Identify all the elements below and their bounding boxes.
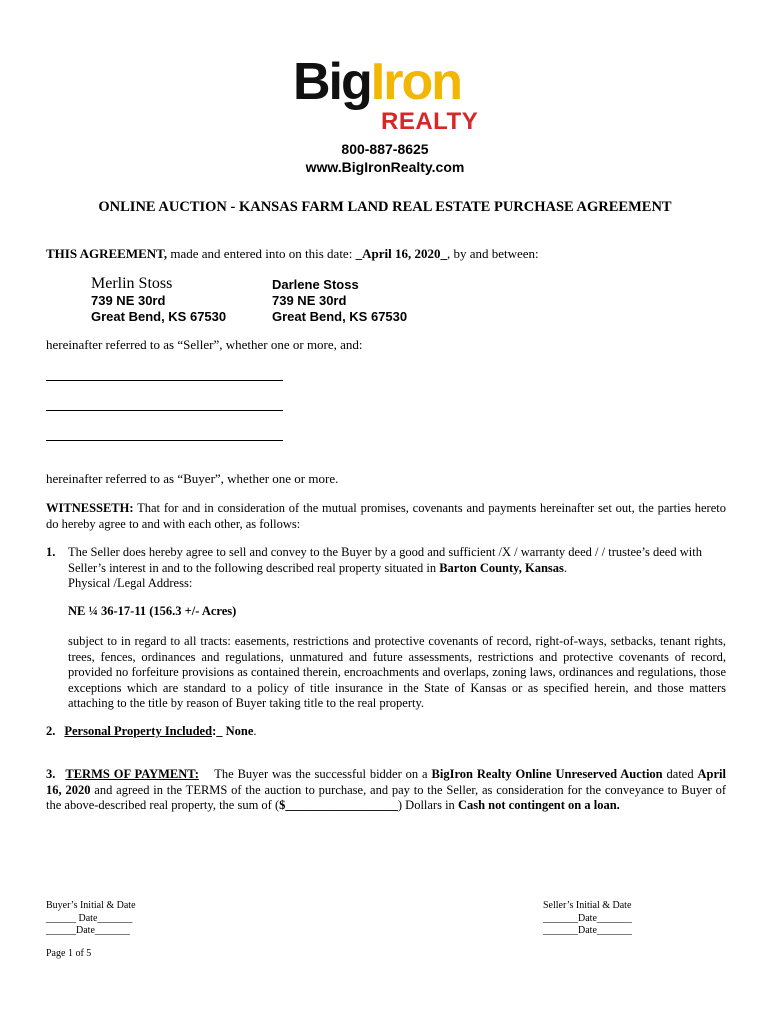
phone-number: 800-887-8625 <box>341 141 429 157</box>
seller-block-2 <box>272 277 407 324</box>
seller-initials-line-1[interactable]: _______Date_______ <box>543 912 632 924</box>
buyer-name-line-1[interactable] <box>46 380 283 381</box>
buyer-reference: hereinafter referred to as “Buyer”, whether one or more. <box>46 471 339 486</box>
seller-reference: hereinafter referred to as “Seller”, whether one or more, and: <box>46 337 363 352</box>
agreement-tail: , by and between: <box>446 246 539 261</box>
seller-initials-block <box>543 900 632 938</box>
section-1-line-2-end: . <box>563 560 568 575</box>
buyer-initials-line-1[interactable]: ______ Date_______ <box>46 912 133 924</box>
seller-street: 739 NE 30rd <box>272 293 347 308</box>
logo-word-big: Big <box>293 53 371 111</box>
seller-initials-line-2[interactable]: _______Date_______ <box>543 925 632 936</box>
payment-terms: Cash not contingent on a loan. <box>457 798 620 812</box>
section-3-paragraph <box>46 767 726 814</box>
witnesseth-paragraph <box>46 501 726 532</box>
logo-word-iron: Iron <box>370 53 461 111</box>
section-3-number: 3. <box>46 767 56 781</box>
section-1-line-1: The Seller does hereby agree to sell and convey to the Buyer by a good and sufficient /X / warranty deed / / trustee’s deed with <box>68 545 702 559</box>
agreement-date: _April 16, 2020_ <box>355 246 447 261</box>
website: www.BigIronRealty.com <box>305 159 465 175</box>
seller-name: Merlin Stoss <box>91 275 173 292</box>
logo-word-realty: REALTY <box>381 108 479 135</box>
subject-paragraph: subject to in regard to all tracts: easements, restrictions and protective covenants of record, right-of-ways, setbacks, tenant rights, trees, fences, ordinances and regulations, unmatured and future assessments, restrictions and protective covenants of record, provided no forfeiture provisions as contained therein, encroachments and overlaps, zoning laws, ordinances and regulations, those exceptions which are standard to a policy of title insurance in the State of Kansas or as specified herein, and those matters attaching to the title by reason of Buyer taking title to the real property. <box>68 634 726 710</box>
section-3-text-1: The Buyer was the successful bidder on a <box>198 767 432 781</box>
section-3-text-2: dated <box>662 767 698 781</box>
seller-city: Great Bend, KS 67530 <box>272 308 408 324</box>
auction-name: BigIron Realty Online Unreserved Auction <box>431 767 663 781</box>
section-3-text-4: ) Dollars in <box>397 798 458 812</box>
buyer-name-line-3[interactable] <box>46 440 283 441</box>
logo-wordmark <box>293 52 461 112</box>
witnesseth-text: That for and in consideration of the mutual promises, covenants and payments hereinafter set out, the parties hereto do hereby agree to and with each other, as follows: <box>46 501 726 531</box>
section-2-separator: :_ <box>212 724 223 738</box>
section-1-line-2 <box>68 561 728 577</box>
agreement-lead: THIS AGREEMENT, <box>46 246 168 261</box>
bigiron-realty-logo <box>293 53 483 136</box>
buyer-name-line-2[interactable] <box>46 410 283 411</box>
section-2-label: Personal Property Included <box>64 724 213 738</box>
section-1-number: 1. <box>46 545 56 559</box>
section-3-label: TERMS OF PAYMENT: <box>65 767 199 781</box>
agreement-line <box>46 246 736 262</box>
auction-date: April 16, 2020 <box>46 767 726 797</box>
legal-description: NE ¼ 36-17-11 (156.3 +/- Acres) <box>68 604 237 618</box>
section-3-text-3: and agreed in the TERMS of the auction to purchase, and pay to the Seller, as consideration for the conveyance to Buyer of the above-described real property, the sum of ( <box>46 782 727 812</box>
seller-block-1 <box>91 275 226 324</box>
buyer-initials-line-2[interactable]: ______Date_______ <box>46 925 130 936</box>
county-state: Barton County, Kansas <box>439 560 564 575</box>
seller-initials-label: Seller’s Initial & Date <box>543 900 632 911</box>
purchase-amount-blank: $__________________ <box>279 798 398 812</box>
section-2-value: None <box>222 724 254 738</box>
section-1-line-3: Physical /Legal Address: <box>68 576 193 590</box>
seller-city: Great Bend, KS 67530 <box>91 308 227 324</box>
buyer-initials-label: Buyer’s Initial & Date <box>46 900 136 911</box>
seller-street: 739 NE 30rd <box>91 293 166 308</box>
buyer-initials-block <box>46 900 136 938</box>
section-1-line-2-text: Seller’s interest in and to the following described real property situated in <box>68 560 440 575</box>
page-number: Page 1 of 5 <box>46 948 92 959</box>
section-2 <box>46 724 257 740</box>
section-1-body <box>68 545 728 592</box>
witnesseth-label: WITNESSETH: <box>46 501 134 515</box>
agreement-text: made and entered into on this date: <box>167 246 356 261</box>
section-2-number: 2. <box>46 724 56 738</box>
seller-name: Darlene Stoss <box>272 277 359 292</box>
document-title: ONLINE AUCTION - KANSAS FARM LAND REAL ESTATE PURCHASE AGREEMENT <box>98 199 672 215</box>
section-2-end: . <box>253 724 257 738</box>
